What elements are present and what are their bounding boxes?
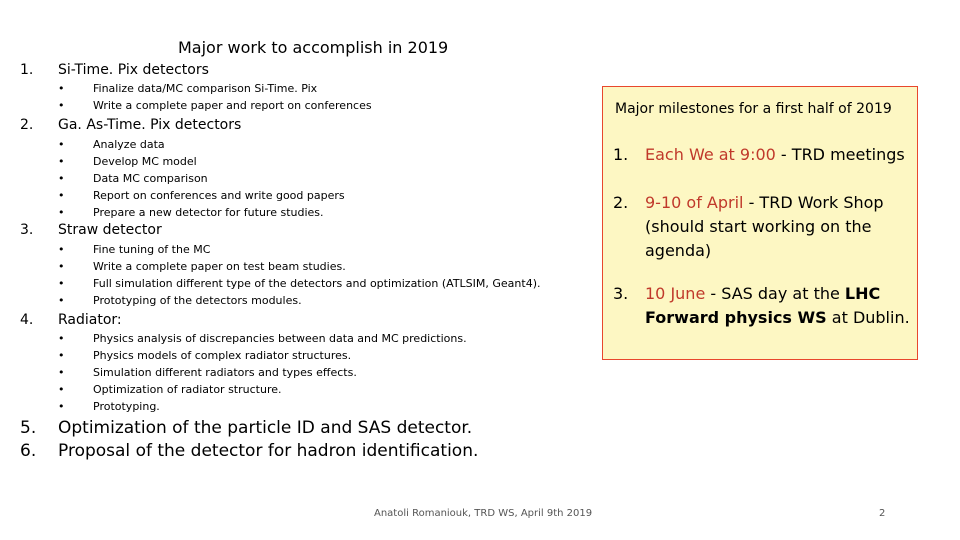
list-item: • Full simulation different type of the detectors and optimization (ATLSIM, Geant4).	[58, 277, 541, 290]
bullet-icon: •	[58, 277, 65, 290]
bullet-icon: •	[58, 349, 65, 362]
bullet-list	[58, 330, 467, 415]
bullet-icon: •	[58, 155, 65, 168]
list-item: • Develop MC model	[58, 155, 197, 168]
item-number: 6.	[20, 441, 37, 461]
bullet-icon: •	[58, 332, 65, 345]
section-heading: Ga. As-Time. Pix detectors	[58, 117, 242, 133]
bullet-icon: •	[58, 294, 65, 307]
item-number: 5.	[20, 418, 37, 438]
slide-title: Major work to accomplish in 2019	[178, 38, 449, 57]
section-number: 1.	[20, 62, 34, 78]
page-number: 2	[879, 508, 886, 519]
bullet-icon: •	[58, 400, 65, 413]
milestone-item	[613, 143, 913, 167]
section-heading: Si-Time. Pix detectors	[58, 62, 209, 78]
list-item: • Finalize data/MC comparison Si-Time. Pix	[58, 82, 318, 95]
milestone-text: 9-10 of April - TRD Work Shop (should start working on the agenda)	[645, 193, 884, 260]
list-item: • Write a complete paper and report on conferences	[58, 99, 372, 112]
list-item: • Analyze data	[58, 138, 165, 151]
milestone-number: 1.	[613, 145, 629, 164]
milestone-text: Each We at 9:00 - TRD meetings	[645, 145, 905, 164]
bullet-list	[58, 241, 541, 309]
bullet-icon: •	[58, 99, 65, 112]
milestone-number: 3.	[613, 284, 629, 303]
bullet-icon: •	[58, 383, 65, 396]
bullet-icon: •	[58, 243, 65, 256]
section-number: 3.	[20, 222, 34, 238]
milestone-item	[613, 191, 913, 263]
list-item: • Prototyping of the detectors modules.	[58, 294, 302, 307]
milestone-item	[613, 282, 913, 330]
bullet-icon: •	[58, 366, 65, 379]
footer-author: Anatoli Romaniouk, TRD WS, April 9th 2019	[374, 508, 593, 519]
list-item: • Write a complete paper on test beam studies.	[58, 260, 346, 273]
section-number: 2.	[20, 117, 34, 133]
list-item: • Fine tuning of the MC	[58, 243, 211, 256]
bullet-list	[58, 80, 372, 114]
milestone-number: 2.	[613, 193, 629, 212]
section-heading: Radiator:	[58, 312, 122, 328]
list-item: • Prepare a new detector for future studies.	[58, 206, 324, 219]
list-item: • Data MC comparison	[58, 172, 208, 185]
bullet-icon: •	[58, 260, 65, 273]
list-item: • Prototyping.	[58, 400, 160, 413]
milestone-text: 10 June - SAS day at the LHC Forward physics WS at Dublin.	[645, 284, 910, 327]
item-text: Optimization of the particle ID and SAS detector.	[58, 418, 473, 438]
item-text: Proposal of the detector for hadron identification.	[58, 441, 479, 461]
bullet-icon: •	[58, 82, 65, 95]
list-item: • Physics analysis of discrepancies between data and MC predictions.	[58, 332, 467, 345]
list-item: • Optimization of radiator structure.	[58, 383, 282, 396]
bullet-list	[58, 136, 345, 221]
section-number: 4.	[20, 312, 34, 328]
section-heading: Straw detector	[58, 222, 162, 238]
bullet-icon: •	[58, 172, 65, 185]
milestones-title: Major milestones for a first half of 2019	[615, 101, 892, 117]
bullet-icon: •	[58, 138, 65, 151]
list-item: • Physics models of complex radiator structures.	[58, 349, 352, 362]
bullet-icon: •	[58, 206, 65, 219]
milestones-box	[602, 86, 918, 360]
bullet-icon: •	[58, 189, 65, 202]
list-item: • Report on conferences and write good papers	[58, 189, 345, 202]
list-item: • Simulation different radiators and types effects.	[58, 366, 357, 379]
